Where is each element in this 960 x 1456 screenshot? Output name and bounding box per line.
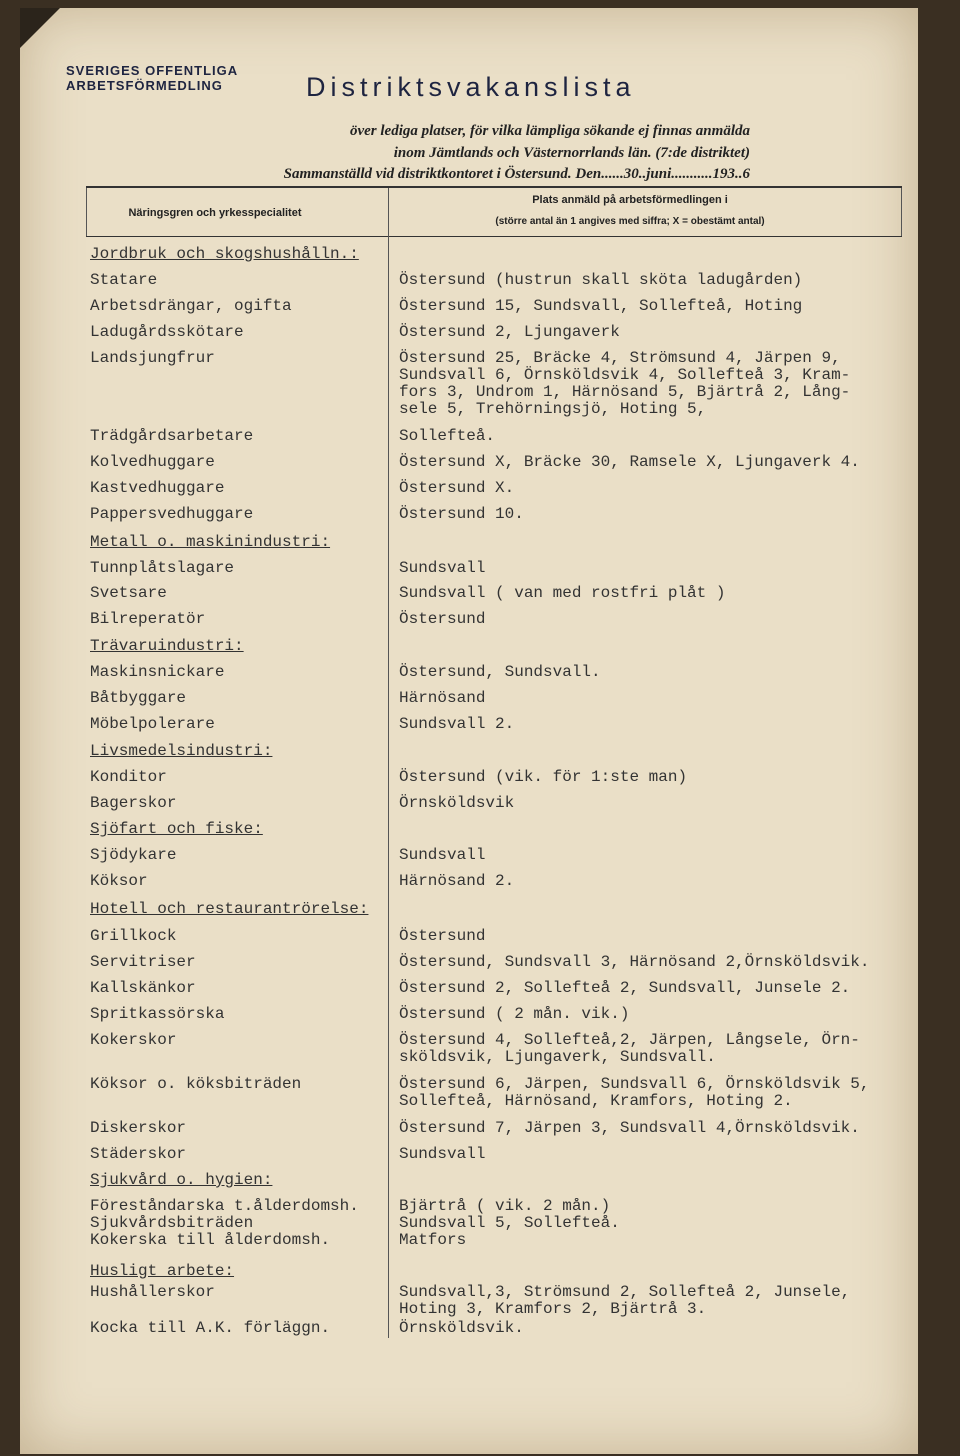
- occupation-cell: Föreståndarska t.ålderdomsh. Sjukvårdsbiträden Kokerska till ålderdomsh.: [90, 1197, 359, 1249]
- occupation-cell: Svetsare: [90, 584, 167, 602]
- location-cell: Sundsvall: [399, 846, 486, 864]
- occupation-cell: Kocka till A.K. förläggn.: [90, 1319, 331, 1337]
- location-cell: Sundsvall,3, Strömsund 2, Sollefteå 2, Junsele, Hoting 3, Kramfors 2, Bjärtrå 3.: [399, 1283, 851, 1318]
- subtitle-line-2: inom Jämtlands och Västernorrlands län. (7:de distriktet): [393, 145, 750, 161]
- org-line-2: ARBETSFÖRMEDLING: [66, 78, 223, 93]
- occupation-cell: Pappersvedhuggare: [90, 505, 254, 523]
- occupation-cell: Diskerskor: [90, 1119, 187, 1137]
- category-heading: Livsmedelsindustri:: [90, 742, 273, 760]
- occupation-cell: Grillkock: [90, 927, 177, 945]
- subtitle-line-3: Sammanställd vid distriktkontoret i Östersund. Den......30..juni...........193..6: [283, 166, 750, 182]
- occupation-cell: Trädgårdsarbetare: [90, 427, 254, 445]
- location-cell: Östersund ( 2 mån. vik.): [399, 1005, 630, 1023]
- occupation-cell: Bagerskor: [90, 794, 177, 812]
- occupation-cell: Landsjungfrur: [90, 349, 215, 367]
- location-cell: Östersund, Sundsvall.: [399, 663, 601, 681]
- occupation-cell: Bilreperatör: [90, 610, 206, 628]
- occupation-cell: Arbetsdrängar, ogifta: [90, 297, 292, 315]
- document-title: Distriktsvakanslista: [306, 72, 636, 102]
- location-cell: Sundsvall: [399, 559, 486, 577]
- header-right-border: [901, 188, 902, 236]
- location-cell: Östersund: [399, 927, 486, 945]
- occupation-cell: Hushållerskor: [90, 1283, 215, 1301]
- location-cell: Östersund 6, Järpen, Sundsvall 6, Örnsköldsvik 5, Sollefteå, Härnösand, Kramfors, Hoting 2.: [399, 1075, 870, 1110]
- column-header-location: Plats anmäld på arbetsförmedlingen i: [532, 194, 728, 206]
- location-cell: Östersund 7, Järpen 3, Sundsvall 4,Örnsköldsvik.: [399, 1119, 860, 1137]
- location-cell: Sollefteå.: [399, 427, 496, 445]
- column-divider: [388, 188, 389, 1338]
- occupation-cell: Kallskänkor: [90, 979, 196, 997]
- column-header-note: (större antal än 1 angives med siffra; X = obestämt antal): [495, 216, 765, 227]
- occupation-cell: Servitriser: [90, 953, 196, 971]
- location-cell: Örnsköldsvik.: [399, 1319, 524, 1337]
- location-cell: Östersund: [399, 610, 486, 628]
- location-cell: Östersund, Sundsvall 3, Härnösand 2,Örnsköldsvik.: [399, 953, 870, 971]
- location-cell: Örnsköldsvik: [399, 794, 515, 812]
- category-heading: Jordbruk och skogshushålln.:: [90, 245, 359, 263]
- occupation-cell: Sjödykare: [90, 846, 177, 864]
- occupation-cell: Möbelpolerare: [90, 715, 215, 733]
- category-heading: Sjöfart och fiske:: [90, 820, 263, 838]
- header-left-border: [86, 188, 87, 236]
- occupation-cell: Båtbyggare: [90, 689, 187, 707]
- folded-corner: [20, 8, 60, 48]
- occupation-cell: Städerskor: [90, 1145, 187, 1163]
- category-heading: Husligt arbete:: [90, 1262, 235, 1280]
- organization-name: [66, 63, 238, 93]
- header-rule-top: [86, 186, 902, 188]
- category-heading: Metall o. maskinindustri:: [90, 533, 331, 551]
- org-line-1: SVERIGES OFFENTLIGA: [66, 63, 239, 78]
- location-cell: Östersund 2, Sollefteå 2, Sundsvall, Junsele 2.: [399, 979, 851, 997]
- occupation-cell: Spritkassörska: [90, 1005, 225, 1023]
- occupation-cell: Kokerskor: [90, 1031, 177, 1049]
- subtitle-line-1: över lediga platser, för vilka lämpliga sökande ej finnas anmälda: [349, 123, 750, 139]
- location-cell: Östersund X.: [399, 479, 515, 497]
- occupation-cell: Maskinsnickare: [90, 663, 225, 681]
- location-cell: Östersund (hustrun skall sköta ladugården): [399, 271, 803, 289]
- header-rule-bottom: [86, 236, 902, 237]
- category-heading: Hotell och restaurantrörelse:: [90, 900, 369, 918]
- occupation-cell: Ladugårdsskötare: [90, 323, 244, 341]
- occupation-cell: Tunnplåtslagare: [90, 559, 235, 577]
- location-cell: Östersund 10.: [399, 505, 524, 523]
- category-heading: Trävaruindustri:: [90, 637, 244, 655]
- location-cell: Östersund X, Bräcke 30, Ramsele X, Ljungaverk 4.: [399, 453, 860, 471]
- location-cell: Sundsvall 2.: [399, 715, 515, 733]
- occupation-cell: Köksor o. köksbiträden: [90, 1075, 302, 1093]
- occupation-cell: Kastvedhuggare: [90, 479, 225, 497]
- location-cell: Östersund (vik. för 1:ste man): [399, 768, 688, 786]
- location-cell: Härnösand: [399, 689, 486, 707]
- location-cell: Sundsvall ( van med rostfri plåt ): [399, 584, 726, 602]
- occupation-cell: Kolvedhuggare: [90, 453, 215, 471]
- location-cell: Östersund 25, Bräcke 4, Strömsund 4, Järpen 9, Sundsvall 6, Örnsköldsvik 4, Sollefteå 3, Kram- fors 3, Undrom 1, Härnösand 5, Bjärtrå 2, Lång- sele 5, Trehörningsjö, Hoting 5,: [399, 349, 851, 418]
- location-cell: Sundsvall: [399, 1145, 486, 1163]
- location-cell: Östersund 4, Sollefteå,2, Järpen, Långsele, Örn- sköldsvik, Ljungaverk, Sundsvall.: [399, 1031, 860, 1066]
- occupation-cell: Konditor: [90, 768, 167, 786]
- location-cell: Bjärtrå ( vik. 2 mån.) Sundsvall 5, Sollefteå. Matfors: [399, 1197, 620, 1249]
- location-cell: Östersund 2, Ljungaverk: [399, 323, 620, 341]
- category-heading: Sjukvård o. hygien:: [90, 1171, 273, 1189]
- occupation-cell: Köksor: [90, 872, 148, 890]
- location-cell: Härnösand 2.: [399, 872, 515, 890]
- location-cell: Östersund 15, Sundsvall, Sollefteå, Hoting: [399, 297, 803, 315]
- occupation-cell: Statare: [90, 271, 158, 289]
- column-header-occupation: Näringsgren och yrkesspecialitet: [128, 207, 302, 219]
